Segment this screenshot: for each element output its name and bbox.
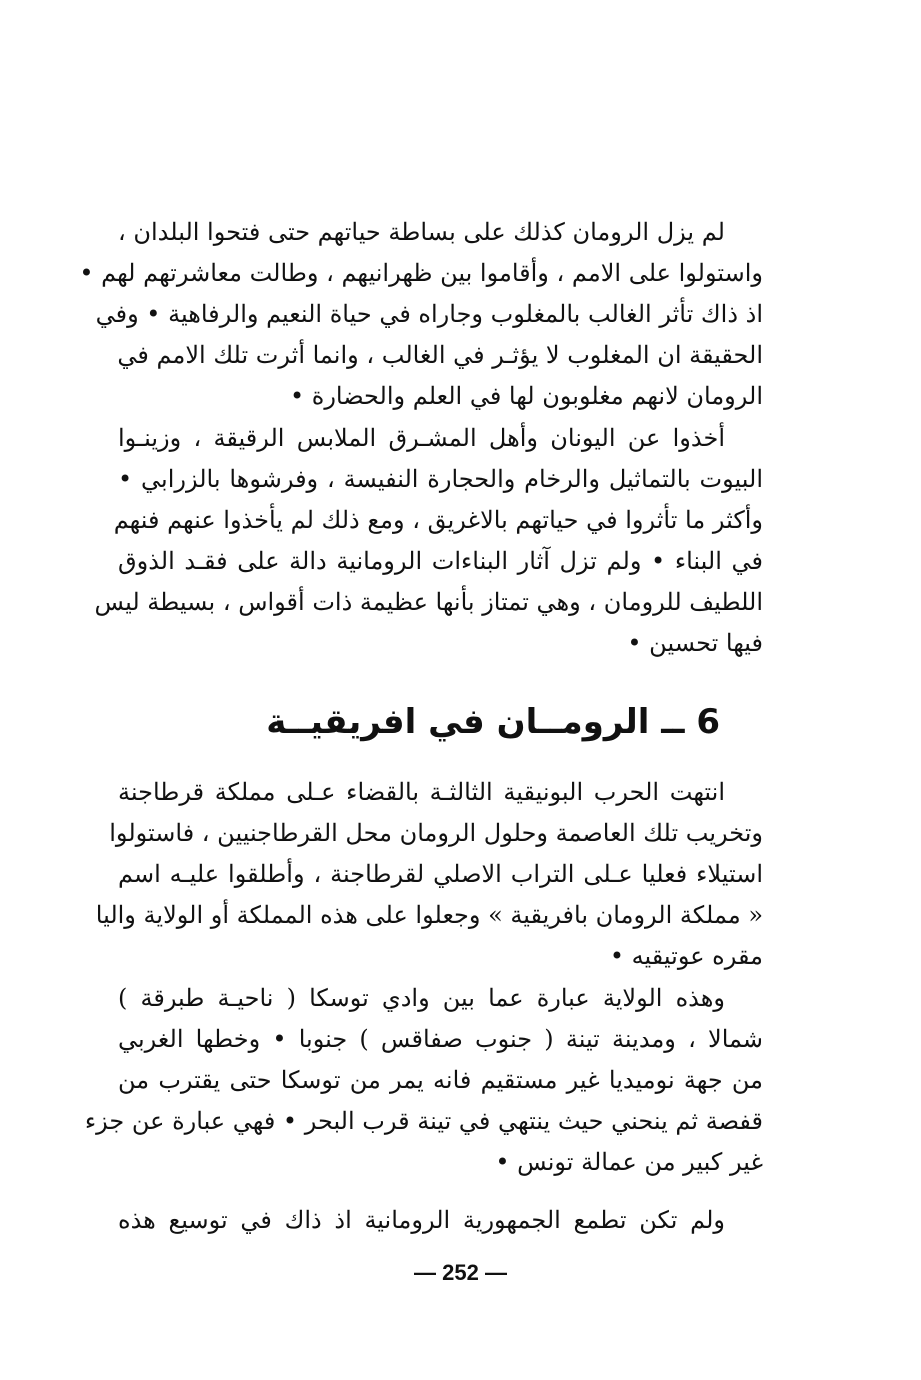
- text-line: أخذوا عن اليونان وأهل المشـرق الملابس الرقيقة ، وزينـوا: [118, 424, 725, 452]
- text-line: البيوت بالتماثيل والرخام والحجارة النفيسة ، وفرشوها بالزرابي •: [118, 465, 763, 493]
- text-line: قفصة ثم ينحني حيث ينتهي في تينة قرب البحر • فهي عبارة عن جزء: [84, 1107, 763, 1135]
- text-line: الرومان لانهم مغلوبون لها في العلم والحضارة •: [289, 382, 763, 410]
- text-line: « مملكة الرومان بافريقية » وجعلوا على هذه المملكة أو الولاية واليا: [95, 901, 763, 929]
- text-line: اللطيف للرومان ، وهي تمتاز بأنها عظيمة ذات أقواس ، بسيطة ليس: [94, 588, 763, 616]
- text-line: وتخريب تلك العاصمة وحلول الرومان محل القرطاجنيين ، فاستولوا: [109, 819, 763, 847]
- paragraph-1: [79, 212, 763, 417]
- text-line: اذ ذاك تأثر الغالب بالمغلوب وجاراه في حياة النعيم والرفاهية • وفي: [95, 300, 763, 328]
- text-line: استيلاء فعليا عـلى التراب الاصلي لقرطاجنة ، وأطلقوا عليـه اسم: [118, 860, 763, 888]
- paragraph-5: [118, 1200, 763, 1241]
- text-line: انتهت الحرب البونيقية الثالثـة بالقضاء عـلى مملكة قرطاجنة: [118, 778, 725, 806]
- paragraph-2: [94, 418, 763, 664]
- page-number: — 252 —: [414, 1260, 507, 1285]
- text-line: مقره عوتيقيه •: [609, 942, 763, 970]
- paragraph-4: [84, 978, 763, 1183]
- text-line: غير كبير من عمالة تونس •: [495, 1148, 763, 1176]
- text-line: واستولوا على الامم ، وأقاموا بين ظهرانيهم ، وطالت معاشرتهم لهم •: [79, 259, 763, 287]
- text-line: ولم تكن تطمع الجمهورية الرومانية اذ ذاك في توسيع هذه: [118, 1206, 725, 1234]
- text-line: فيها تحسين •: [627, 629, 763, 657]
- text-line: وهذه الولاية عبارة عما بين وادي توسكا ( ناحيـة طبرقة ): [118, 984, 725, 1012]
- text-line: الحقيقة ان المغلوب لا يؤثـر في الغالب ، وانما أثرت تلك الامم في: [117, 341, 763, 369]
- text-line: لم يزل الرومان كذلك على بساطة حياتهم حتى فتحوا البلدان ،: [117, 218, 725, 246]
- text-line: وأكثر ما تأثروا في حياتهم بالاغريق ، ومع ذلك لم يأخذوا عنهم فنهم: [113, 506, 763, 534]
- section-heading: 6 ــ الرومــان في افريقيــة: [266, 702, 720, 742]
- text-line: شمالا ، ومدينة تينة ( جنوب صفاقس ) جنوبا • وخطها الغربي: [118, 1025, 763, 1053]
- text-line: في البناء • ولم تزل آثار البناءات الرومانية دالة على فقـد الذوق: [118, 547, 763, 575]
- paragraph-3: [95, 772, 763, 977]
- text-line: من جهة نوميديا غير مستقيم فانه يمر من توسكا حتى يقترب من: [118, 1066, 763, 1094]
